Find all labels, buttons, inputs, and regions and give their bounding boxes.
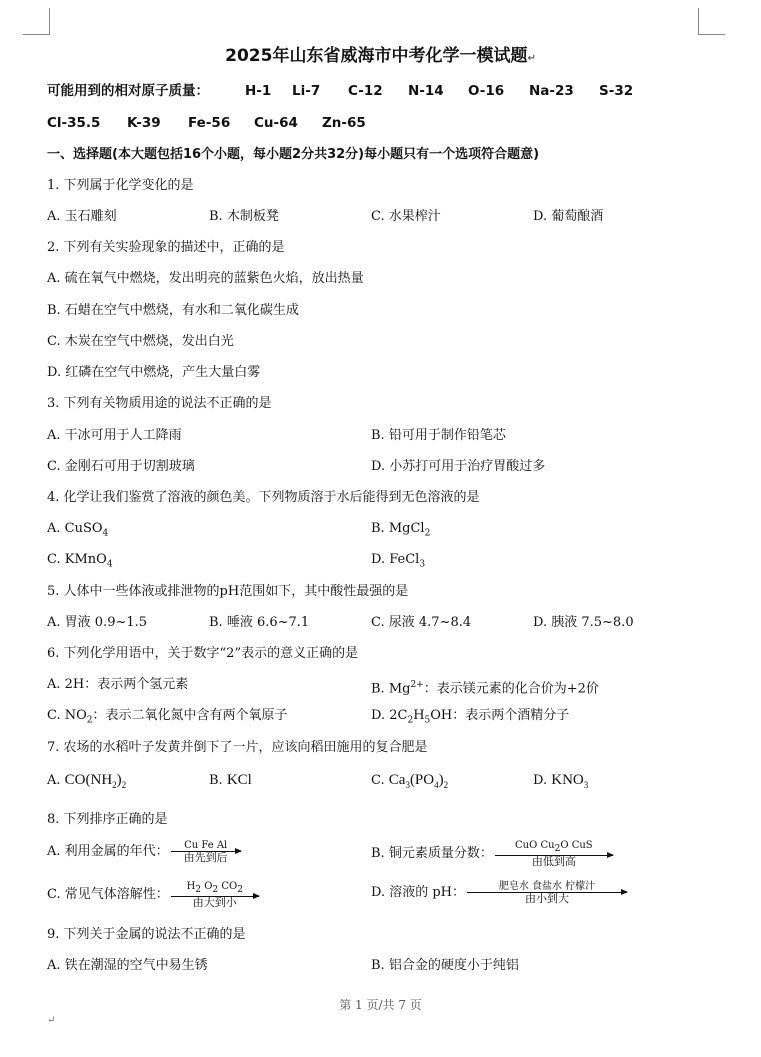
section-heading: 一、选择题(本大题包括16个小题，每小题2分共32分)每小题只有一个选项符合题意) xyxy=(47,147,540,162)
question-5-stem: 5. 人体中一些体液或排泄物的pH范围如下，其中酸性最强的是 xyxy=(47,584,409,599)
q7-option-c: C. $Ca_3(PO_4)_2$ xyxy=(371,772,449,790)
q8-b-arrow: CuO $Cu_2O$ CuS 由低到高 xyxy=(495,840,613,867)
paragraph-mark: ↵ xyxy=(47,1015,56,1026)
q6-option-b: B. $Mg^{2+}$：表示镁元素的化合价为+2价 xyxy=(371,680,599,697)
question-4-stem: 4. 化学让我们鉴赏了溶液的颜色美。下列物质溶于水后能得到无色溶液的是 xyxy=(47,490,480,505)
q9-option-b: B. 铝合金的硬度小于纯铝 xyxy=(371,958,519,973)
q1-option-c: C. 水果榨汁 xyxy=(371,209,441,224)
q2-option-a: A. 硫在氧气中燃烧，发出明亮的蓝紫色火焰，放出热量 xyxy=(47,271,364,286)
q8-a-arrow: Cu Fe Al 由先到后 xyxy=(171,840,241,863)
atomic-mass-row-1: 可能用到的相对原子质量： H-1 Li-7 C-12 N-14 O-16 Na-23 S-32 xyxy=(47,83,634,99)
q5-option-c: C. 尿液 4.7~8.4 xyxy=(371,615,472,630)
question-8-stem: 8. 下列排序正确的是 xyxy=(47,812,168,827)
crop-mark-top-left xyxy=(23,8,50,35)
question-6-stem: 6. 下列化学用语中，关于数字“2”表示的意义正确的是 xyxy=(47,646,359,661)
question-2-stem: 2. 下列有关实验现象的描述中，正确的是 xyxy=(47,240,285,255)
q8-option-b: B. 铜元素质量分数： CuO $Cu_2O$ CuS 由低到高 xyxy=(371,840,615,867)
q3-option-d: D. 小苏打可用于治疗胃酸过多 xyxy=(371,459,546,474)
q6-option-c: C. $NO_2$：表示二氧化氮中含有两个氧原子 xyxy=(47,708,288,726)
q8-option-d: D. 溶液的 pH： 肥皂水 食盐水 柠檬汁 由小到大 xyxy=(371,881,629,904)
page-footer: 第 1 页/共 7 页 xyxy=(339,998,422,1012)
q3-option-a: A. 干冰可用于人工降雨 xyxy=(47,428,182,443)
q4-option-d: D. FeCl$_3$ xyxy=(371,552,426,570)
q7-option-b: B. KCl xyxy=(209,772,252,788)
question-3-stem: 3. 下列有关物质用途的说法不正确的是 xyxy=(47,396,272,411)
q2-option-b: B. 石蜡在空气中燃烧，有水和二氧化碳生成 xyxy=(47,303,299,318)
question-1-stem: 1. 下列属于化学变化的是 xyxy=(47,178,194,193)
page-title: 2025年山东省威海市中考化学一模试题↵ xyxy=(225,46,536,66)
q5-option-d: D. 胰液 7.5~8.0 xyxy=(533,615,634,630)
question-9-stem: 9. 下列关于金属的说法不正确的是 xyxy=(47,927,246,942)
q5-option-b: B. 唾液 6.6~7.1 xyxy=(209,615,310,630)
q1-option-a: A. 玉石雕刻 xyxy=(47,209,117,224)
q9-option-a: A. 铁在潮湿的空气中易生锈 xyxy=(47,958,208,973)
question-7-stem: 7. 农场的水稻叶子发黄并倒下了一片，应该向稻田施用的复合肥是 xyxy=(47,740,428,755)
q8-option-c: C. 常见气体溶解性： $H_2$ $O_2$ $CO_2$ 由大到小 xyxy=(47,881,261,908)
q4-option-c: C. KMnO$_4$ xyxy=(47,552,113,570)
q8-d-arrow: 肥皂水 食盐水 柠檬汁 由小到大 xyxy=(467,881,627,904)
q4-option-a: A. CuSO$_4$ xyxy=(47,521,109,539)
q8-c-arrow: $H_2$ $O_2$ $CO_2$ 由大到小 xyxy=(171,881,259,908)
q6-option-d: D. $2C_2H_5OH$：表示两个酒精分子 xyxy=(371,708,570,726)
q3-option-b: B. 铅可用于制作铅笔芯 xyxy=(371,428,506,443)
q3-option-c: C. 金刚石可用于切割玻璃 xyxy=(47,459,195,474)
q1-option-b: B. 木制板凳 xyxy=(209,209,279,224)
atomic-mass-row-2: Cl-35.5 K-39 Fe-56 Cu-64 Zn-65 xyxy=(47,115,366,131)
q2-option-c: C. 木炭在空气中燃烧，发出白光 xyxy=(47,334,234,349)
crop-mark-top-right xyxy=(698,8,725,35)
q7-option-a: A. $CO(NH_2)_2$ xyxy=(47,772,127,790)
q4-option-b: B. MgCl$_2$ xyxy=(371,521,431,539)
q5-option-a: A. 胃液 0.9~1.5 xyxy=(47,615,148,630)
q8-option-a: A. 利用金属的年代： Cu Fe Al 由先到后 xyxy=(47,840,243,863)
q6-option-a: A. 2H：表示两个氢元素 xyxy=(47,677,189,692)
q7-option-d: D. $KNO_3$ xyxy=(533,772,589,790)
q2-option-d: D. 红磷在空气中燃烧，产生大量白雾 xyxy=(47,365,261,380)
q1-option-d: D. 葡萄酿酒 xyxy=(533,209,604,224)
